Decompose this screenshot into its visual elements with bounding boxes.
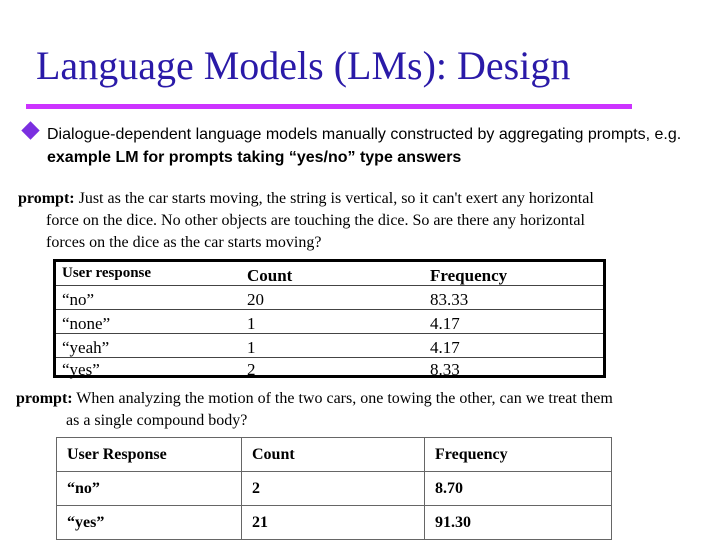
table-1-header-user-response: User response [62, 265, 152, 281]
table-1-cell: 8.33 [430, 360, 460, 379]
table-2-cell: “no” [57, 472, 242, 506]
bullet-text [47, 123, 687, 169]
table-1-rule [56, 357, 603, 358]
table-1-cell: 83.33 [430, 290, 469, 309]
table-2-header-count: Count [242, 438, 425, 472]
prompt-1-line-3: forces on the dice as the car starts moving? [46, 234, 322, 251]
table-2-cell: 21 [242, 506, 425, 540]
prompt-1-line-1: Just as the car starts moving, the string is vertical, so it can't exert any horizontal [74, 190, 594, 207]
prompt-2-line-1: When analyzing the motion of the two cars, one towing the other, can we treat them [72, 390, 613, 407]
table-1-cell: “yeah” [62, 338, 110, 357]
slide-title: Language Models (LMs): Design [36, 43, 571, 88]
table-2-header-frequency: Frequency [425, 438, 612, 472]
prompt-1-line-2: force on the dice. No other objects are touching the dice. So are there any horizontal [46, 212, 585, 229]
table-1-header-frequency: Frequency [430, 266, 508, 285]
bullet-text-bold: example LM for prompts taking “yes/no” type answers [47, 149, 462, 166]
table-2-cell: 8.70 [425, 472, 612, 506]
table-2-header-user-response: User Response [57, 438, 242, 472]
title-divider [26, 104, 632, 109]
table-2-header-row [57, 438, 612, 472]
prompt-1 [18, 188, 698, 254]
table-1-cell: 1 [247, 338, 256, 357]
prompt-2-line-2: as a single compound body? [66, 412, 248, 429]
prompt-2 [16, 388, 706, 432]
table-1-cell: “no” [62, 290, 95, 309]
table-1-cell: 4.17 [430, 314, 460, 333]
table-2-cell: 2 [242, 472, 425, 506]
table-2-cell: 91.30 [425, 506, 612, 540]
table-1-cell: 2 [247, 360, 256, 379]
table-1-cell: 4.17 [430, 338, 460, 357]
table-2-cell: “yes” [57, 506, 242, 540]
table-1 [53, 259, 606, 378]
table-row [57, 472, 612, 506]
table-1-rule [56, 333, 603, 334]
prompt-1-label: prompt: [18, 190, 75, 207]
prompt-2-label: prompt: [16, 390, 73, 407]
bullet-text-plain: Dialogue-dependent language models manually constructed by aggregating prompts, e.g. [47, 126, 682, 143]
table-1-cell: “yes” [62, 360, 100, 379]
table-1-header-count: Count [247, 266, 293, 285]
table-1-rule [56, 309, 603, 310]
table-1-cell: “none” [62, 314, 111, 333]
table-2 [56, 437, 612, 540]
table-1-cell: 20 [247, 290, 264, 309]
table-row [57, 506, 612, 540]
table-1-rule [56, 285, 603, 286]
table-1-cell: 1 [247, 314, 256, 333]
